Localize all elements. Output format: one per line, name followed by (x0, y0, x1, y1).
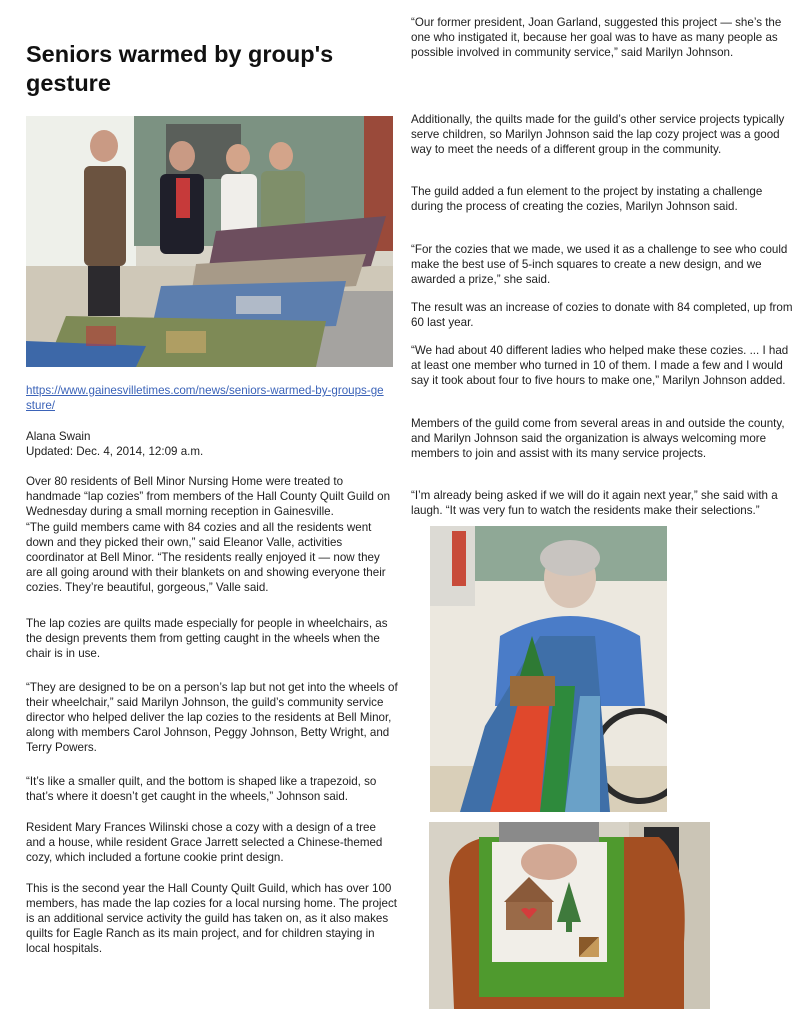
photo-lap-cozy-house-tree (429, 822, 710, 1009)
article-paragraph: This is the second year the Hall County Quilt Guild, which has over 100 members, has made the lap cozies for a local nursing home. The project is an additional service activity the guild has taken on, as it also makes quilts for Eagle Ranch as its main project, and for children staying in local hospitals. (26, 882, 397, 955)
article-paragraph: The guild added a fun element to the project by instating a challenge during the process of creating the cozies, Marilyn Johnson said. (411, 185, 763, 213)
article-paragraph: Additionally, the quilts made for the guild’s other service projects typically serve children, so Marilyn Johnson said the lap cozy project was a good way to meet the needs of a different group in the community. (411, 113, 785, 156)
article-paragraph: “Our former president, Joan Garland, suggested this project — she’s the one who instigated it, because her goal was to have as many people as possible involved in community service,” said Marilyn Johnson. (411, 16, 782, 59)
article-updated-timestamp: Updated: Dec. 4, 2014, 12:09 a.m. (26, 445, 204, 458)
article-title: Seniors warmed by group's gesture (26, 41, 334, 96)
article-paragraph: The result was an increase of cozies to donate with 84 completed, up from 60 last year. (411, 301, 793, 329)
article-paragraph: “We had about 40 different ladies who helped make these cozies. ... I had at least one member who turned in 10 of them. I made a few and I would say it took about four to five hours to make one,” Marilyn Johnson added. (411, 344, 789, 387)
article-paragraph: “They are designed to be on a person’s lap but not get into the wheels of their wheelchair,” said Marilyn Johnson, the guild’s community service director who helped deliver the lap cozies to the residents at Bell Minor, along with members Carol Johnson, Peggy Johnson, Betty Wright, and Terry Powers. (26, 681, 398, 754)
photo-guild-members-with-quilts (26, 116, 393, 367)
article-paragraph: “For the cozies that we made, we used it as a challenge to see who could make the best use of 5-inch squares to create a new design, and we awarded a prize,” she said. (411, 243, 788, 286)
article-paragraph: Members of the guild come from several areas in and outside the county, and Marilyn Johnson said the organization is always welcoming more members to join and assist with its many service projects. (411, 417, 785, 460)
article-paragraph: Resident Mary Frances Wilinski chose a cozy with a design of a tree and a house, while resident Grace Jarrett selected a Chinese-themed cozy, which included a fortune cookie print design. (26, 821, 383, 864)
article-paragraph: “I’m already being asked if we will do it again next year,” she said with a laugh. “It was very fun to watch the residents make their selections.” (411, 489, 778, 517)
article-paragraph: Over 80 residents of Bell Minor Nursing Home were treated to handmade “lap cozies” from members of the Hall County Quilt Guild on Wednesday during a small morning reception in Gainesville. (26, 475, 391, 518)
article-paragraph: “It’s like a smaller quilt, and the bottom is shaped like a trapezoid, so that’s where it doesn’t get caught in the wheels,” Johnson said. (26, 775, 377, 803)
article-source-link[interactable]: https://www.gainesvilletimes.com/news/seniors-warmed-by-groups-gesture/ (26, 384, 384, 412)
article-paragraph: The lap cozies are quilts made especially for people in wheelchairs, as the design prevents them from getting caught in the wheels when the chair is in use. (26, 617, 388, 660)
article-paragraph: “The guild members came with 84 cozies and all the residents went down and they picked their own,” said Eleanor Valle, activities coordinator at Bell Minor. “The residents really enjoyed it — now they are all going around with their blankets on and showing everyone their cozies. They’re beautiful, gorgeous,” Valle said. (26, 521, 386, 594)
photo-resident-in-wheelchair (430, 526, 667, 812)
article-author: Alana Swain (26, 430, 91, 443)
